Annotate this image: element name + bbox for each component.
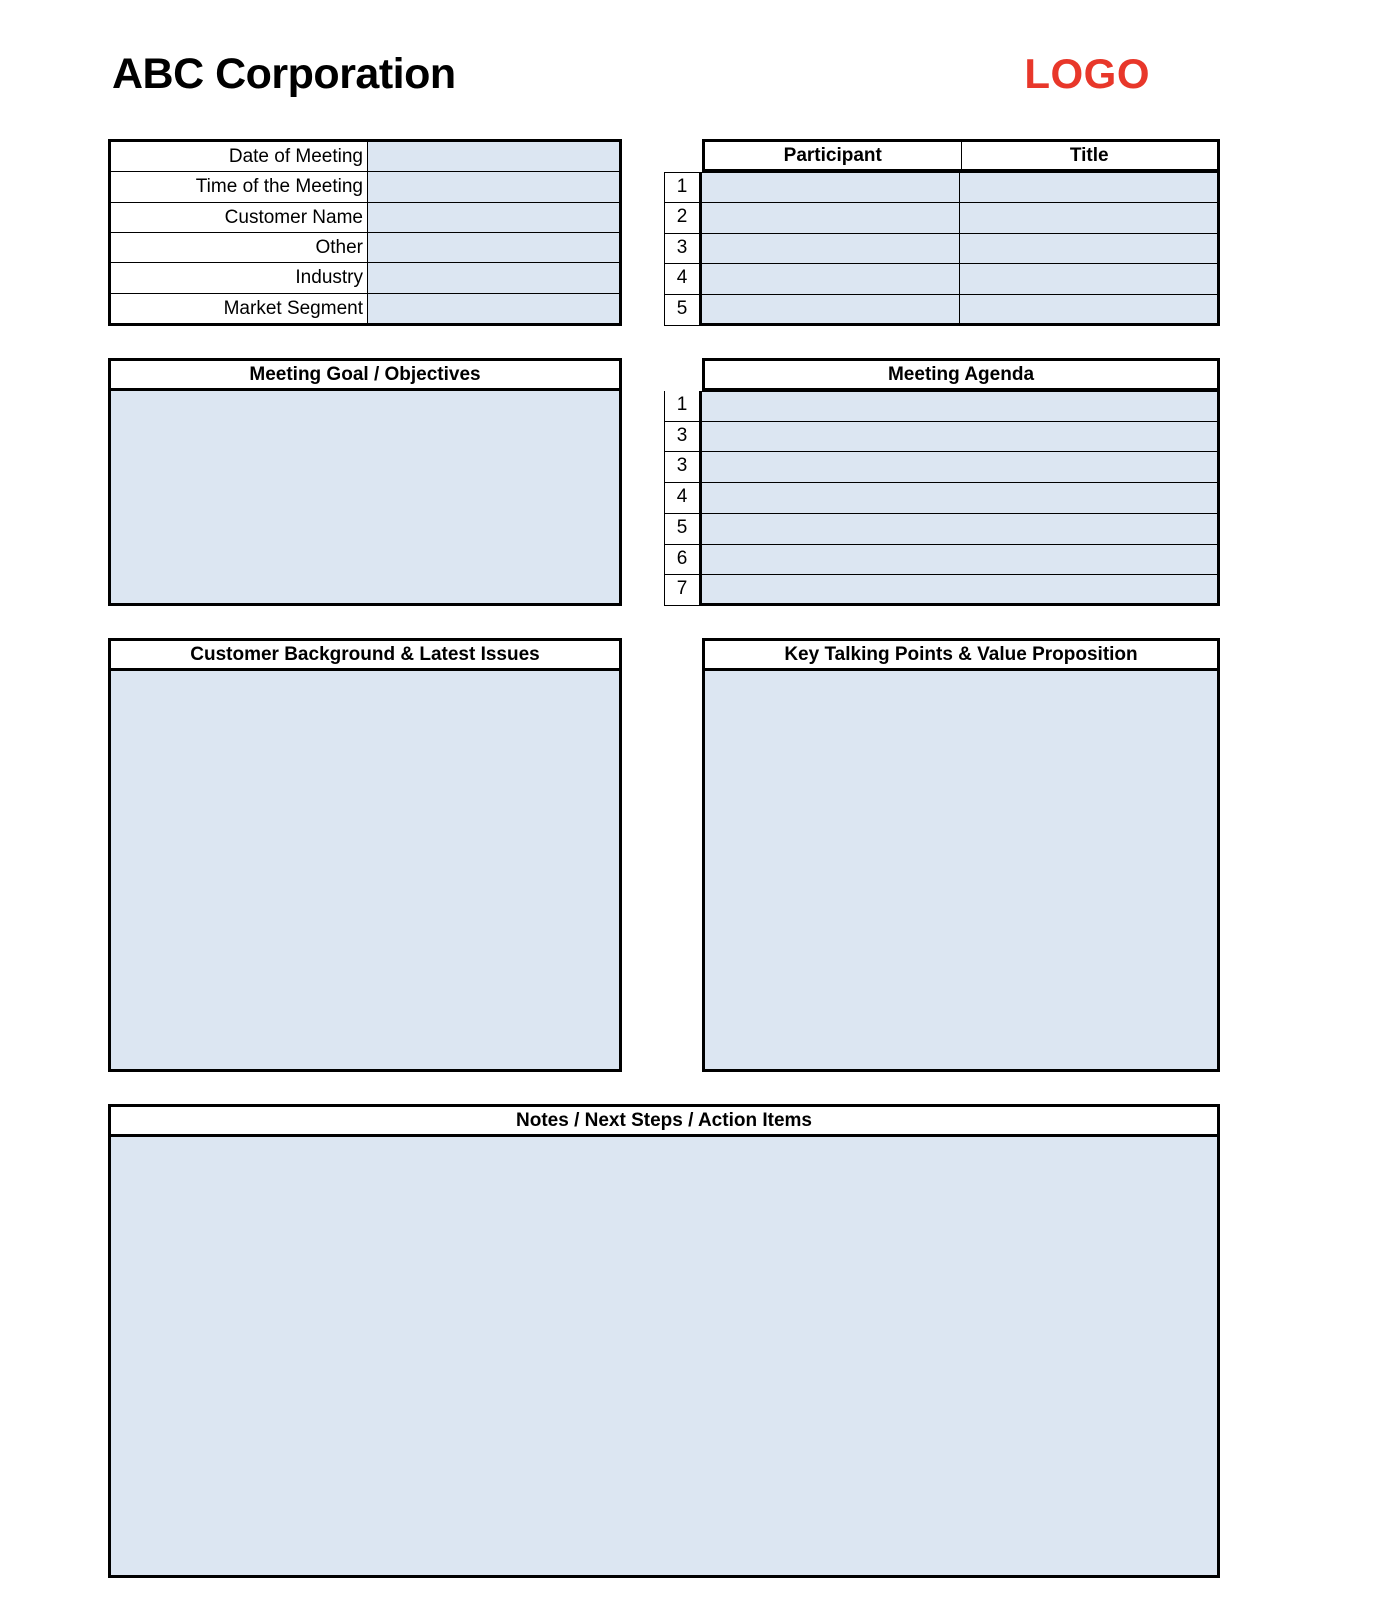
agenda-input-5[interactable] xyxy=(702,514,1220,545)
participant-input-2[interactable] xyxy=(702,203,960,234)
row-number: 3 xyxy=(664,234,702,265)
title-input-3[interactable] xyxy=(960,234,1220,265)
table-row xyxy=(664,422,1220,453)
title-input-4[interactable] xyxy=(960,264,1220,295)
key-talking-points-panel xyxy=(702,638,1220,1072)
table-row xyxy=(664,295,1220,326)
agenda-input-7[interactable] xyxy=(702,575,1220,606)
page-header xyxy=(108,44,1220,112)
table-row xyxy=(111,203,619,233)
field-label-market-segment: Market Segment xyxy=(111,294,368,323)
participants-table-header xyxy=(702,139,1220,172)
agenda-input-3[interactable] xyxy=(702,452,1220,483)
table-row xyxy=(664,391,1220,422)
agenda-input-1[interactable] xyxy=(702,391,1220,422)
table-row xyxy=(664,483,1220,514)
participant-input-5[interactable] xyxy=(702,295,960,326)
field-input-date-of-meeting[interactable] xyxy=(368,142,619,171)
notes-panel xyxy=(108,1104,1220,1578)
notes-header: Notes / Next Steps / Action Items xyxy=(108,1104,1220,1137)
participant-input-1[interactable] xyxy=(702,172,960,203)
field-input-industry[interactable] xyxy=(368,263,619,292)
row-number: 3 xyxy=(664,422,702,453)
field-label-customer-name: Customer Name xyxy=(111,203,368,232)
customer-background-header: Customer Background & Latest Issues xyxy=(108,638,622,671)
field-label-time-of-the-meeting: Time of the Meeting xyxy=(111,172,368,201)
column-header-participant: Participant xyxy=(705,142,962,169)
table-row xyxy=(111,263,619,293)
meeting-goal-input[interactable] xyxy=(108,391,622,606)
participant-input-4[interactable] xyxy=(702,264,960,295)
row-number: 3 xyxy=(664,452,702,483)
company-title: ABC Corporation xyxy=(112,50,456,98)
field-label-industry: Industry xyxy=(111,263,368,292)
field-input-market-segment[interactable] xyxy=(368,294,619,323)
row-number: 5 xyxy=(664,295,702,326)
customer-background-panel xyxy=(108,638,622,1072)
row-number: 4 xyxy=(664,483,702,514)
meeting-agenda-header: Meeting Agenda xyxy=(702,358,1220,391)
row-number: 1 xyxy=(664,172,702,203)
table-row xyxy=(664,264,1220,295)
field-input-time-of-the-meeting[interactable] xyxy=(368,172,619,201)
field-label-other: Other xyxy=(111,233,368,262)
key-talking-points-header: Key Talking Points & Value Proposition xyxy=(702,638,1220,671)
table-row xyxy=(664,452,1220,483)
meeting-agenda-body xyxy=(664,391,1220,606)
table-row xyxy=(664,575,1220,606)
table-row xyxy=(664,545,1220,576)
key-talking-points-input[interactable] xyxy=(702,671,1220,1072)
title-input-5[interactable] xyxy=(960,295,1220,326)
row-number: 7 xyxy=(664,575,702,606)
table-row xyxy=(111,233,619,263)
agenda-input-4[interactable] xyxy=(702,483,1220,514)
notes-input[interactable] xyxy=(108,1137,1220,1578)
title-input-1[interactable] xyxy=(960,172,1220,203)
field-input-customer-name[interactable] xyxy=(368,203,619,232)
meeting-goal-header: Meeting Goal / Objectives xyxy=(108,358,622,391)
participants-table xyxy=(664,139,1220,326)
row-number: 4 xyxy=(664,264,702,295)
agenda-input-2[interactable] xyxy=(702,422,1220,453)
participant-input-3[interactable] xyxy=(702,234,960,265)
meeting-agenda-table xyxy=(664,358,1220,606)
column-header-title: Title xyxy=(1069,145,1109,166)
row-number: 6 xyxy=(664,545,702,576)
row-number: 2 xyxy=(664,203,702,234)
table-row xyxy=(111,294,619,323)
field-label-date-of-meeting: Date of Meeting xyxy=(111,142,368,171)
table-row xyxy=(111,142,619,172)
meeting-goal-panel xyxy=(108,358,622,606)
table-row xyxy=(664,514,1220,545)
customer-background-input[interactable] xyxy=(108,671,622,1072)
field-input-other[interactable] xyxy=(368,233,619,262)
row-number: 1 xyxy=(664,391,702,422)
table-row xyxy=(664,172,1220,203)
table-row xyxy=(664,234,1220,265)
table-row xyxy=(664,203,1220,234)
meeting-info-table xyxy=(108,139,622,326)
logo-placeholder: LOGO xyxy=(1024,50,1150,97)
agenda-input-6[interactable] xyxy=(702,545,1220,576)
row-number: 5 xyxy=(664,514,702,545)
title-input-2[interactable] xyxy=(960,203,1220,234)
table-row xyxy=(111,172,619,202)
participants-table-body xyxy=(664,172,1220,326)
